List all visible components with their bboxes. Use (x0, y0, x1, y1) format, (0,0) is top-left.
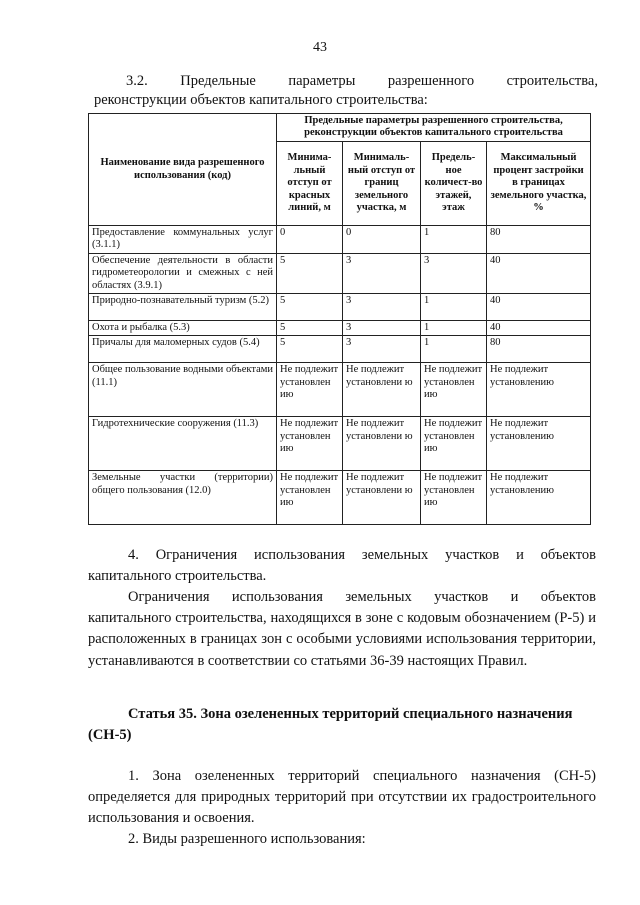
row-cell: 5 (277, 336, 343, 363)
row-name: Земельные участки (территории) общего пользования (12.0) (89, 471, 277, 525)
row-cell: 3 (421, 253, 487, 293)
row-name: Охота и рыбалка (5.3) (89, 321, 277, 336)
row-cell: Не подлежит установлен ию (421, 363, 487, 417)
row-name: Предоставление коммунальных услуг (3.1.1) (89, 226, 277, 254)
table-row (89, 253, 591, 293)
row-cell: Не подлежит установлен ию (277, 363, 343, 417)
paragraph-4-line-2: капитального строительства. (88, 568, 267, 585)
header-col-2: Минималь-ный отступ от границ земельного участка, м (343, 142, 421, 226)
row-cell: 1 (421, 226, 487, 254)
row-cell: Не подлежит установлени ю (343, 471, 421, 525)
paragraph-restrictions-rest: капитального строительства, находящихся в зоне с кодовым обозначением (Р-5) и расположенных в границах зон с особыми условиями использования территории, устанавливаются в соответствии со статьями 36-39 настоящих Правил. (88, 610, 596, 669)
table-row (89, 363, 591, 417)
row-cell: 3 (343, 336, 421, 363)
header-name: Наименование вида разрешенного использования (код) (89, 114, 277, 226)
paragraph-restrictions-line-1: Ограничения использования земельных участков и объектов (128, 589, 596, 605)
row-name: Обеспечение деятельности в области гидрометеорологии и смежных с ней областях (3.9.1) (89, 253, 277, 293)
row-cell: 80 (487, 336, 591, 363)
row-name: Гидротехнические сооружения (11.3) (89, 417, 277, 471)
row-cell: Не подлежит установлен ию (277, 417, 343, 471)
row-cell: Не подлежит установлен ию (421, 471, 487, 525)
row-cell: Не подлежит установлен ию (277, 471, 343, 525)
parameters-table (88, 113, 591, 525)
paragraph-4 (88, 545, 596, 587)
row-cell: 80 (487, 226, 591, 254)
section-heading-line-1: 3.2. Предельные параметры разрешенного строительства, (126, 73, 598, 89)
row-cell: Не подлежит установлен ию (421, 417, 487, 471)
header-col-1: Минима-льный отступ от красных линий, м (277, 142, 343, 226)
table-row (89, 321, 591, 336)
table-row (89, 226, 591, 254)
row-cell: 5 (277, 321, 343, 336)
row-cell: 0 (277, 226, 343, 254)
row-cell: 5 (277, 294, 343, 321)
row-cell: 1 (421, 321, 487, 336)
paragraph-1: 1. Зона озелененных территорий специального назначения (СН-5) определяется для природных территорий при отсутствии их градостроительного использования и освоения. (88, 768, 596, 827)
row-name: Общее пользование водными объектами (11.1) (89, 363, 277, 417)
row-cell: Не подлежит установлению (487, 471, 591, 525)
row-cell: 3 (343, 253, 421, 293)
table-row (89, 336, 591, 363)
paragraph-2: 2. Виды разрешенного использования: (128, 831, 366, 847)
row-cell: 40 (487, 253, 591, 293)
header-col-3: Предель-ное количест-во этажей, этаж (421, 142, 487, 226)
section-heading (94, 72, 598, 110)
table-header-row (89, 114, 591, 142)
row-cell: Не подлежит установлению (487, 363, 591, 417)
row-cell: 3 (343, 321, 421, 336)
row-cell: Не подлежит установлени ю (343, 363, 421, 417)
table-row (89, 471, 591, 525)
row-cell: 1 (421, 294, 487, 321)
header-col-4: Максимальный процент застройки в границах земельного участка, % (487, 142, 591, 226)
row-cell: Не подлежит установлению (487, 417, 591, 471)
row-cell: 40 (487, 294, 591, 321)
article-title: Статья 35. Зона озелененных территорий специального назначения (СН-5) (88, 706, 573, 743)
header-group: Предельные параметры разрешенного строительства, реконструкции объектов капитального строительства (277, 114, 591, 142)
section-heading-line-2: реконструкции объектов капитального строительства: (94, 92, 428, 108)
table-row (89, 417, 591, 471)
table-row (89, 294, 591, 321)
row-cell: 1 (421, 336, 487, 363)
row-cell: Не подлежит установлени ю (343, 417, 421, 471)
paragraph-restrictions (88, 587, 596, 672)
row-cell: 40 (487, 321, 591, 336)
row-name: Природно-познавательный туризм (5.2) (89, 294, 277, 321)
row-cell: 5 (277, 253, 343, 293)
page-number: 43 (313, 40, 327, 55)
row-name: Причалы для маломерных судов (5.4) (89, 336, 277, 363)
paragraph-4-line-1: 4. Ограничения использования земельных участков и объектов (128, 547, 596, 563)
row-cell: 3 (343, 294, 421, 321)
row-cell: 0 (343, 226, 421, 254)
